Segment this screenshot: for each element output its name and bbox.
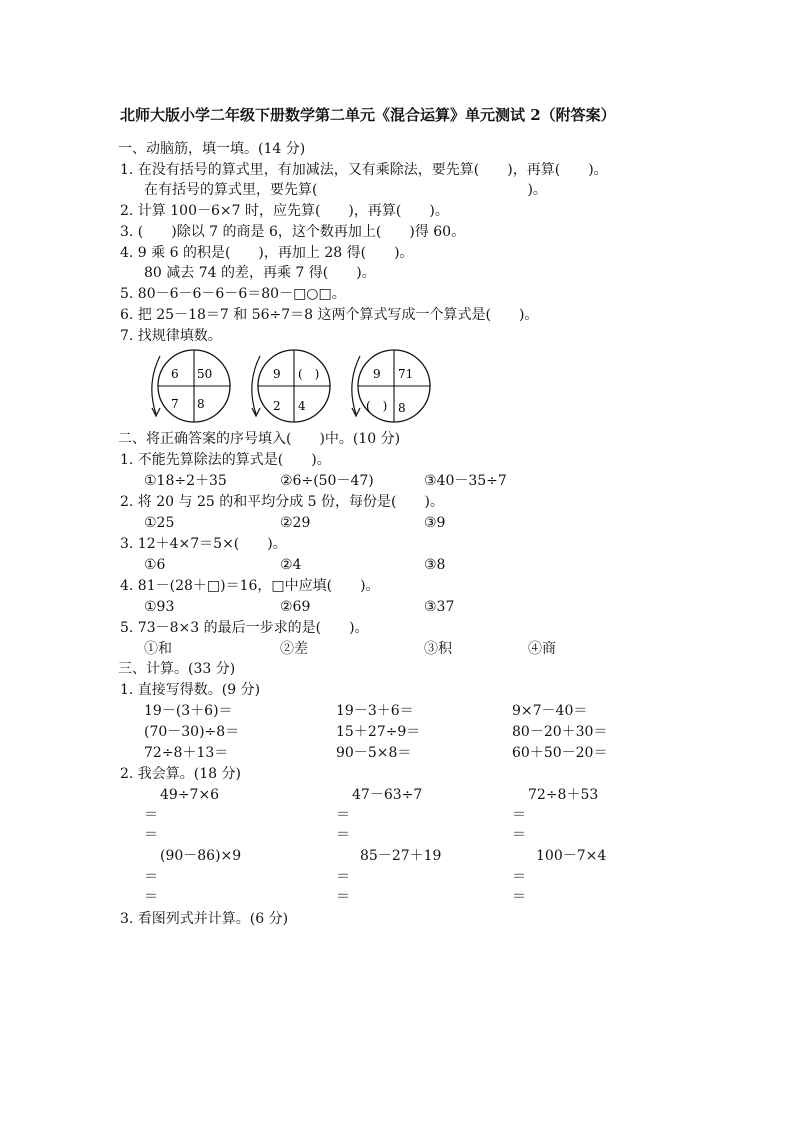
direct-r2c3: 80－20＋30＝	[512, 724, 608, 740]
rotate-arrow-icon	[352, 356, 360, 414]
step-r2c1: (90－86)×9	[160, 848, 242, 864]
step-r1c3: 72÷8＋53	[528, 787, 599, 803]
s2-q5-opt3: ③积	[424, 641, 452, 657]
s3-p1: 1. 直接写得数。(9 分)	[120, 682, 261, 698]
s2-q3-opt1: ①6	[144, 557, 166, 573]
step-r2c3-eq1: ＝	[512, 869, 526, 885]
s2-q5-opt1: ①和	[144, 641, 172, 657]
s2-q2-opt1: ①25	[144, 515, 175, 531]
step-r2c3-eq2: ＝	[512, 889, 526, 905]
s2-q4: 4. 81－(28＋□)＝16，□中应填( )。	[120, 578, 380, 594]
s1-q1a: 1. 在没有括号的算式里，有加减法，又有乘除法，要先算( )，再算( )。	[120, 162, 608, 178]
s1-q7: 7. 找规律填数。	[120, 328, 222, 344]
step-r2c1-eq1: ＝	[144, 869, 158, 885]
step-r1c3-eq1: ＝	[512, 807, 526, 823]
direct-r1c2: 19－3＋6＝	[336, 703, 414, 719]
step-r2c2: 85－27＋19	[360, 848, 442, 864]
s1-q4b: 80 减去 74 的差，再乘 7 得( )。	[144, 265, 376, 281]
step-r1c2: 47－63÷7	[352, 787, 423, 803]
s2-q4-opt3: ③37	[424, 599, 455, 615]
s2-q1: 1. 不能先算除法的算式是( )。	[120, 452, 331, 468]
document-title: 北师大版小学二年级下册数学第二单元《混合运算》单元测试 2（附答案）	[120, 106, 616, 124]
pattern-circle-3	[342, 348, 432, 430]
circle2-br: 4	[298, 399, 306, 413]
direct-r3c1: 72÷8＋13＝	[144, 745, 229, 761]
circle2-bl: 2	[273, 399, 281, 413]
direct-r2c2: 15＋27÷9＝	[336, 724, 421, 740]
step-r2c3: 100－7×4	[536, 848, 607, 864]
s3-p2: 2. 我会算。(18 分)	[120, 766, 241, 782]
section1-heading: 一、动脑筋，填一填。(14 分)	[118, 141, 306, 157]
direct-r1c3: 9×7－40＝	[512, 703, 588, 719]
circle3-tl: 9	[373, 367, 381, 381]
s1-q3: 3. ( )除以 7 的商是 6，这个数再加上( )得 60。	[120, 224, 466, 240]
s2-q1-opt2: ②6÷(50－47)	[280, 473, 374, 489]
step-r1c3-eq2: ＝	[512, 827, 526, 843]
s1-q5: 5. 80－6－6－6－6＝80－□○□。	[120, 286, 346, 302]
circle1-tr: 50	[197, 367, 213, 381]
circle1-bl: 7	[171, 397, 179, 411]
circle2-tl: 9	[273, 367, 281, 381]
s2-q5-opt4: ④商	[528, 641, 556, 657]
circle3-br: 8	[398, 401, 406, 415]
rotate-arrow-icon	[252, 356, 260, 414]
step-r2c2-eq2: ＝	[336, 889, 350, 905]
s1-q1b: 在有括号的算式里，要先算( )。	[144, 182, 547, 198]
section3-heading: 三、计算。(33 分)	[118, 661, 236, 677]
step-r1c1-eq2: ＝	[144, 827, 158, 843]
step-r1c2-eq2: ＝	[336, 827, 350, 843]
step-r1c2-eq1: ＝	[336, 807, 350, 823]
circle2-tr: ( )	[298, 367, 320, 381]
circle1-tl: 6	[171, 367, 179, 381]
s3-p3: 3. 看图列式并计算。(6 分)	[120, 911, 289, 927]
step-r2c1-eq2: ＝	[144, 889, 158, 905]
s2-q2: 2. 将 20 与 25 的和平均分成 5 份，每份是( )。	[120, 494, 444, 510]
s2-q3: 3. 12＋4×7＝5×( )。	[120, 536, 287, 552]
s2-q4-opt2: ②69	[280, 599, 311, 615]
s2-q1-opt1: ①18÷2＋35	[144, 473, 227, 489]
direct-r1c1: 19－(3＋6)＝	[144, 703, 233, 719]
s1-q6: 6. 把 25－18＝7 和 56÷7＝8 这两个算式写成一个算式是( )。	[120, 307, 539, 323]
s2-q3-opt2: ②4	[280, 557, 302, 573]
circle1-br: 8	[197, 397, 205, 411]
pattern-circle-2	[242, 348, 332, 430]
rotate-arrow-icon	[152, 356, 160, 414]
circle3-bl: ( )	[366, 399, 388, 413]
s2-q2-opt3: ③9	[424, 515, 446, 531]
s2-q2-opt2: ②29	[280, 515, 311, 531]
step-r1c1: 49÷7×6	[160, 787, 220, 803]
step-r1c1-eq1: ＝	[144, 807, 158, 823]
direct-r3c3: 60＋50－20＝	[512, 745, 608, 761]
s2-q1-opt3: ③40－35÷7	[424, 473, 507, 489]
s2-q4-opt1: ①93	[144, 599, 175, 615]
s1-q4a: 4. 9 乘 6 的积是( )，再加上 28 得( )。	[120, 245, 414, 261]
section2-heading: 二、将正确答案的序号填入( )中。(10 分)	[118, 431, 401, 447]
step-r2c2-eq1: ＝	[336, 869, 350, 885]
s2-q5-opt2: ②差	[280, 641, 308, 657]
s1-q2: 2. 计算 100－6×7 时，应先算( )，再算( )。	[120, 203, 449, 219]
circle3-tr: 71	[398, 367, 414, 381]
pattern-circle-1	[142, 348, 232, 430]
direct-r2c1: (70－30)÷8＝	[144, 724, 240, 740]
s2-q3-opt3: ③8	[424, 557, 446, 573]
s2-q5: 5. 73－8×3 的最后一步求的是( )。	[120, 620, 369, 636]
direct-r3c2: 90－5×8＝	[336, 745, 412, 761]
